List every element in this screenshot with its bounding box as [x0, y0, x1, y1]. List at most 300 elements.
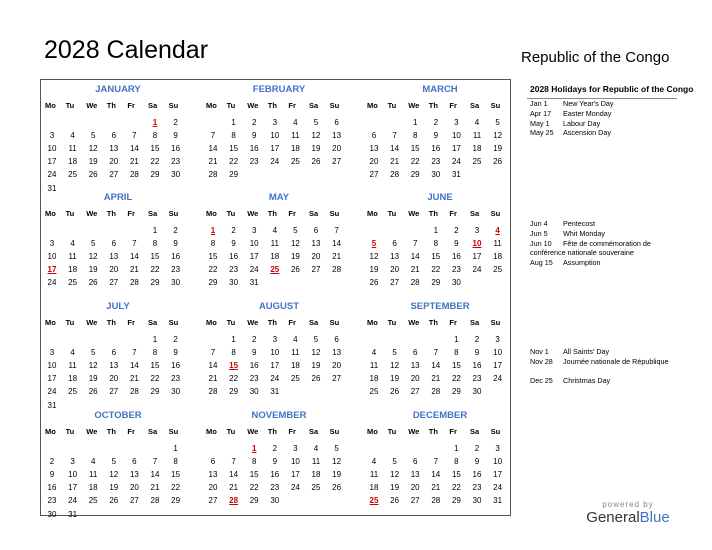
holiday-item: [530, 128, 680, 137]
calendar-day: 21: [431, 374, 441, 384]
calendar-day: 17: [270, 361, 280, 371]
calendar-day: 23: [270, 483, 280, 493]
holiday-date: Nov 1: [530, 347, 549, 356]
calendar-day: 14: [129, 144, 139, 154]
weekday-label: Sa: [309, 427, 319, 436]
calendar-day: 19: [390, 374, 400, 384]
calendar-day: 2: [474, 335, 480, 344]
calendar-day: 18: [472, 144, 482, 154]
holiday-item: [530, 229, 680, 238]
calendar-day: 16: [171, 144, 181, 154]
calendar-day: 2: [173, 226, 178, 235]
calendar-day: 10: [270, 131, 280, 141]
calendar-day: 11: [472, 131, 482, 141]
calendar-day: 20: [332, 361, 342, 371]
calendar-day: 10: [493, 348, 503, 358]
weekday-label: We: [408, 318, 420, 327]
calendar-day: 5: [90, 131, 96, 141]
weekday-label: We: [86, 209, 98, 218]
holiday-name: Pentecost: [563, 219, 595, 228]
calendar-day: 27: [109, 387, 119, 397]
weekday-label: Su: [168, 101, 179, 110]
calendar-day: 4: [70, 239, 75, 249]
calendar-day: 30: [171, 278, 181, 288]
calendar-day: 9: [474, 457, 480, 467]
calendar-day: 27: [129, 496, 139, 506]
holiday-date: Dec 25: [530, 376, 553, 386]
weekday-label: Th: [106, 101, 116, 110]
holiday-day: 4: [495, 226, 500, 235]
calendar-day: 14: [129, 361, 139, 371]
calendar-day: 19: [88, 265, 98, 275]
weekday-label: Su: [490, 209, 501, 218]
calendar-day: 5: [90, 348, 96, 358]
calendar-day: 12: [311, 348, 321, 358]
calendar-day: 12: [332, 457, 342, 467]
calendar-day: 8: [210, 239, 216, 249]
calendar-day: 3: [49, 131, 55, 141]
calendar-day: 18: [68, 157, 78, 167]
calendar-day: 28: [150, 496, 160, 506]
calendar-day: 26: [332, 483, 342, 493]
calendar-day: 28: [208, 170, 218, 180]
calendar-grid: [40, 79, 511, 519]
calendar-day: 27: [109, 170, 119, 180]
calendar-day: 16: [47, 483, 57, 493]
calendar-day: 29: [150, 387, 160, 397]
calendar-day: 23: [229, 265, 239, 275]
calendar-day: 16: [249, 361, 259, 371]
calendar-day: 28: [431, 496, 441, 506]
page-title: 2028 Calendar: [44, 36, 209, 64]
calendar-day: 31: [249, 278, 259, 288]
calendar-day: 8: [251, 457, 257, 467]
calendar-day: 8: [231, 348, 236, 358]
weekday-label: Su: [329, 101, 340, 110]
calendar-day: 12: [88, 361, 98, 371]
calendar-day: 8: [412, 131, 418, 141]
calendar-day: 17: [47, 157, 57, 167]
calendar-day: 3: [70, 457, 75, 467]
calendar-day: 23: [47, 496, 57, 506]
calendar-day: 15: [229, 144, 239, 154]
calendar-day: 6: [412, 457, 418, 467]
holiday-name: All Saints' Day: [563, 347, 610, 356]
calendar-day: 12: [390, 470, 400, 480]
weekday-label: Mo: [206, 427, 217, 436]
month-name: JUNE: [427, 192, 453, 203]
calendar-day: 14: [390, 144, 400, 154]
calendar-day: 20: [109, 157, 119, 167]
calendar-day: 26: [290, 265, 300, 275]
weekday-label: Fr: [449, 101, 457, 110]
calendar-day: 29: [150, 170, 160, 180]
holiday-name: Easter Monday: [563, 108, 612, 118]
calendar-day: 3: [251, 226, 257, 235]
calendar-day: 7: [132, 239, 137, 249]
calendar-day: 28: [129, 170, 139, 180]
calendar-day: 9: [474, 348, 480, 358]
calendar-day: 8: [152, 348, 158, 358]
weekday-label: Mo: [367, 318, 378, 327]
calendar-day: 24: [47, 387, 57, 397]
weekday-label: Sa: [470, 101, 480, 110]
calendar-day: 8: [152, 131, 158, 141]
calendar-day: 31: [270, 387, 280, 397]
calendar-day: 18: [493, 252, 503, 262]
calendar-day: 25: [311, 483, 321, 493]
calendar-day: 24: [47, 278, 57, 288]
calendar-day: 27: [410, 387, 420, 397]
weekday-label: We: [86, 427, 98, 436]
calendar-day: 30: [451, 278, 461, 288]
month-december: [367, 410, 513, 515]
holiday-date: Jan 1: [530, 99, 548, 108]
weekday-label: Th: [428, 318, 438, 327]
calendar-day: 29: [229, 170, 239, 180]
calendar-day: 17: [290, 470, 300, 480]
calendar-day: 4: [313, 444, 319, 453]
calendar-day: 7: [132, 348, 137, 358]
calendar-day: 19: [88, 374, 98, 384]
weekday-label: Tu: [226, 101, 236, 110]
calendar-day: 23: [431, 157, 441, 167]
calendar-day: 10: [493, 457, 503, 467]
calendar-day: 7: [132, 131, 137, 141]
calendar-day: 5: [90, 239, 96, 249]
calendar-day: 14: [208, 144, 218, 154]
weekday-label: Th: [106, 209, 116, 218]
calendar-day: 31: [451, 170, 461, 180]
calendar-day: 15: [150, 252, 160, 262]
calendar-day: 12: [390, 361, 400, 371]
calendar-day: 11: [68, 144, 77, 154]
calendar-day: 25: [68, 170, 78, 180]
calendar-day: 30: [229, 278, 239, 288]
calendar-day: 29: [431, 278, 441, 288]
calendar-day: 16: [431, 144, 441, 154]
month-name: DECEMBER: [412, 410, 468, 421]
weekday-label: Sa: [309, 209, 319, 218]
calendar-day: 13: [109, 144, 119, 154]
month-name: APRIL: [103, 192, 133, 203]
holiday-name: New Year's Day: [563, 99, 614, 108]
weekday-label: Th: [428, 427, 438, 436]
weekday-label: Sa: [148, 318, 158, 327]
calendar-day: 8: [454, 457, 459, 467]
calendar-day: 22: [249, 483, 259, 493]
calendar-day: 6: [313, 226, 319, 235]
calendar-day: 5: [495, 118, 500, 127]
holiday-date: Nov 28: [530, 356, 553, 366]
calendar-day: 14: [410, 252, 420, 262]
calendar-day: 2: [49, 457, 55, 467]
weekday-label: Fr: [288, 101, 296, 110]
month-name: MAY: [268, 192, 290, 203]
month-name: NOVEMBER: [251, 410, 307, 421]
calendar-day: 7: [152, 457, 158, 467]
weekday-label: We: [408, 209, 420, 218]
holiday-day: 17: [47, 265, 57, 275]
weekday-label: We: [408, 101, 420, 110]
calendar-day: 11: [311, 457, 321, 467]
calendar-day: 15: [249, 470, 259, 480]
calendar-day: 2: [454, 226, 459, 235]
weekday-label: Su: [490, 318, 501, 327]
holiday-name: Fête de commémoration de conférence nationale souveraine: [530, 238, 651, 257]
calendar-day: 23: [171, 157, 181, 167]
calendar-day: 6: [334, 335, 339, 344]
calendar-day: 15: [410, 144, 420, 154]
calendar-day: 19: [390, 483, 400, 493]
weekday-label: Tu: [387, 209, 397, 218]
calendar-day: 13: [208, 470, 218, 480]
weekday-label: We: [408, 427, 420, 436]
weekday-label: Fr: [288, 427, 296, 436]
calendar-day: 29: [451, 387, 461, 397]
calendar-day: 15: [171, 470, 181, 480]
holiday-day: 25: [270, 265, 280, 275]
brand-logo: [583, 500, 673, 526]
weekday-label: Tu: [387, 101, 397, 110]
calendar-day: 9: [272, 457, 278, 467]
calendar-day: 27: [332, 157, 342, 167]
holiday-name: Whit Monday: [563, 228, 605, 238]
calendar-day: 22: [171, 483, 181, 493]
weekday-label: Su: [168, 209, 179, 218]
calendar-day: 3: [49, 239, 55, 249]
holiday-item: [530, 376, 680, 385]
holiday-item: [530, 99, 680, 108]
calendar-day: 27: [369, 170, 379, 180]
calendar-day: 26: [390, 387, 400, 397]
calendar-day: 19: [332, 470, 342, 480]
calendar-day: 24: [451, 157, 461, 167]
weekday-label: Sa: [148, 427, 158, 436]
calendar-day: 14: [431, 361, 441, 371]
calendar-day: 25: [493, 265, 503, 275]
calendar-day: 17: [493, 361, 503, 371]
calendar-day: 6: [210, 457, 216, 467]
calendar-day: 19: [493, 144, 503, 154]
calendar-day: 19: [311, 144, 321, 154]
calendar-day: 16: [472, 470, 482, 480]
weekday-label: Tu: [65, 101, 75, 110]
calendar-day: 1: [173, 444, 178, 453]
month-june: [367, 192, 513, 297]
holiday-day: 15: [229, 361, 239, 371]
calendar-day: 3: [293, 444, 298, 453]
calendar-day: 24: [47, 170, 57, 180]
month-name: AUGUST: [258, 301, 300, 312]
calendar-day: 29: [229, 387, 239, 397]
calendar-day: 30: [249, 387, 259, 397]
calendar-day: 4: [371, 348, 377, 358]
calendar-day: 22: [150, 157, 160, 167]
calendar-day: 12: [88, 252, 98, 262]
calendar-day: 20: [332, 144, 342, 154]
calendar-day: 13: [332, 348, 342, 358]
calendar-day: 21: [150, 483, 160, 493]
calendar-day: 31: [68, 509, 78, 519]
calendar-day: 30: [171, 170, 181, 180]
calendar-day: 11: [68, 361, 77, 371]
calendar-day: 22: [410, 157, 420, 167]
holiday-day: 10: [472, 239, 482, 249]
calendar-day: 11: [369, 361, 379, 371]
calendar-day: 23: [451, 265, 461, 275]
calendar-day: 28: [129, 387, 139, 397]
calendar-day: 31: [47, 183, 57, 193]
calendar-day: 20: [369, 157, 379, 167]
calendar-day: 21: [332, 252, 342, 262]
calendar-day: 4: [293, 335, 298, 344]
calendar-day: 2: [173, 118, 178, 127]
weekday-label: Th: [106, 427, 116, 436]
weekday-label: Fr: [449, 209, 457, 218]
calendar-day: 21: [129, 157, 139, 167]
calendar-day: 2: [231, 226, 236, 235]
calendar-day: 9: [49, 470, 55, 480]
calendar-day: 22: [208, 265, 218, 275]
calendar-day: 16: [171, 252, 181, 262]
calendar-day: 18: [290, 144, 300, 154]
calendar-day: 9: [251, 348, 257, 358]
holiday-item: [530, 347, 680, 356]
calendar-day: 13: [369, 144, 379, 154]
holiday-item: [530, 109, 680, 118]
calendar-day: 23: [171, 265, 181, 275]
weekday-label: Sa: [309, 101, 319, 110]
calendar-day: 13: [410, 470, 420, 480]
weekday-label: We: [247, 209, 259, 218]
calendar-day: 25: [88, 496, 98, 506]
calendar-day: 5: [313, 118, 319, 127]
calendar-day: 19: [290, 252, 300, 262]
calendar-day: 19: [369, 265, 379, 275]
calendar-day: 7: [433, 457, 439, 467]
calendar-day: 16: [171, 361, 181, 371]
calendar-day: 15: [150, 144, 160, 154]
calendar-day: 27: [311, 265, 321, 275]
calendar-day: 21: [208, 374, 218, 384]
calendar-day: 18: [290, 361, 300, 371]
holiday-date: Jun 4: [530, 219, 548, 228]
calendar-day: 24: [249, 265, 259, 275]
calendar-day: 28: [390, 170, 400, 180]
calendar-day: 14: [431, 470, 441, 480]
holiday-day: 5: [371, 239, 377, 249]
calendar-day: 6: [132, 457, 137, 467]
calendar-day: 22: [150, 265, 160, 275]
weekday-label: Sa: [148, 101, 158, 110]
calendar-day: 21: [229, 483, 239, 493]
weekday-label: Sa: [470, 427, 480, 436]
holiday-date: Aug 15: [530, 258, 553, 268]
calendar-day: 20: [410, 483, 420, 493]
holiday-day: 25: [369, 496, 379, 506]
calendar-day: 14: [150, 470, 160, 480]
calendar-day: 9: [433, 131, 439, 141]
calendar-day: 12: [88, 144, 98, 154]
holiday-day: 1: [210, 226, 216, 235]
month-name: FEBRUARY: [252, 84, 306, 95]
holiday-date: May 25: [530, 128, 554, 138]
calendar-day: 8: [231, 131, 236, 141]
calendar-day: 11: [89, 470, 98, 480]
calendar-day: 13: [109, 361, 119, 371]
calendar-day: 26: [390, 496, 400, 506]
calendar-day: 8: [173, 457, 178, 467]
weekday-label: We: [86, 101, 98, 110]
calendar-day: 5: [111, 457, 117, 467]
weekday-label: Th: [106, 318, 116, 327]
calendar-day: 27: [390, 278, 400, 288]
calendar-day: 20: [109, 265, 119, 275]
calendar-day: 22: [150, 374, 160, 384]
weekday-label: Sa: [470, 318, 480, 327]
brand-name-general: General: [586, 509, 640, 526]
calendar-day: 7: [412, 239, 418, 249]
calendar-day: 25: [290, 374, 300, 384]
calendar-day: 28: [431, 387, 441, 397]
calendar-day: 10: [47, 144, 57, 154]
calendar-day: 3: [474, 226, 480, 235]
weekday-label: Fr: [449, 427, 457, 436]
weekday-label: We: [247, 318, 259, 327]
calendar-day: 13: [109, 252, 119, 262]
weekday-label: Mo: [45, 101, 56, 110]
calendar-day: 21: [431, 483, 441, 493]
calendar-day: 15: [451, 361, 461, 371]
weekday-label: Mo: [367, 427, 378, 436]
calendar-day: 28: [129, 278, 139, 288]
powered-by-text: powered by: [602, 500, 654, 509]
calendar-day: 4: [70, 348, 75, 358]
calendar-day: 15: [431, 252, 441, 262]
holiday-item: [530, 119, 680, 128]
calendar-day: 19: [311, 361, 321, 371]
calendar-day: 14: [129, 252, 139, 262]
weekday-label: Mo: [367, 101, 378, 110]
calendar-day: 17: [47, 374, 57, 384]
calendar-day: 7: [334, 226, 339, 235]
calendar-day: 10: [47, 252, 57, 262]
calendar-day: 21: [208, 157, 218, 167]
month-name: JULY: [106, 301, 130, 312]
calendar-day: 1: [412, 118, 418, 127]
weekday-label: Th: [428, 101, 438, 110]
calendar-day: 2: [173, 335, 178, 344]
weekday-label: Su: [490, 101, 501, 110]
calendar-day: 30: [47, 509, 57, 519]
calendar-day: 4: [70, 131, 75, 141]
calendar-day: 23: [249, 157, 259, 167]
calendar-day: 12: [109, 470, 119, 480]
month-may: [206, 192, 352, 297]
calendar-day: 26: [311, 374, 321, 384]
month-april: [45, 192, 191, 297]
calendar-day: 1: [152, 226, 158, 235]
calendar-day: 2: [474, 444, 480, 453]
calendar-day: 24: [493, 374, 503, 384]
calendar-day: 9: [251, 131, 257, 141]
calendar-day: 18: [68, 265, 78, 275]
holiday-name: Journée nationale de République: [563, 356, 669, 366]
holiday-date: Jun 5: [530, 228, 548, 238]
weekday-label: Tu: [65, 427, 75, 436]
calendar-day: 4: [293, 118, 298, 127]
